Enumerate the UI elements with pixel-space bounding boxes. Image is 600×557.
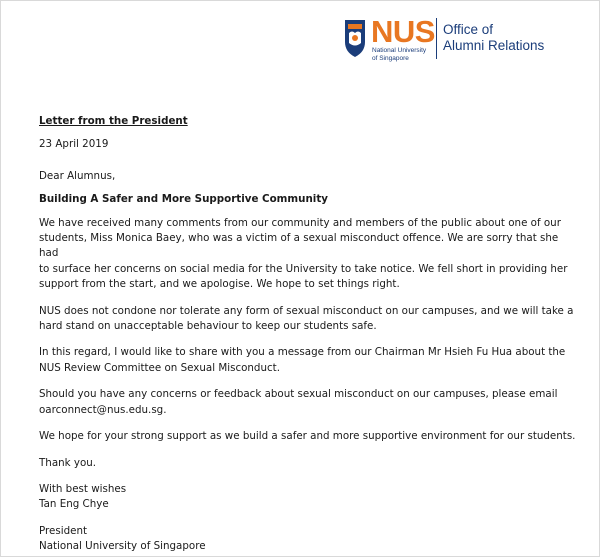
thank-you: Thank you. — [39, 456, 97, 469]
office-name-line1: Office of — [443, 22, 494, 37]
logo-divider — [436, 18, 437, 59]
signatory-name: Tan Eng Chye — [39, 498, 109, 511]
office-name — [443, 22, 544, 54]
paragraph-line: to surface her concerns on social media for the University to take notice. We fell short in providing her — [39, 262, 568, 275]
paragraph-line: NUS Review Committee on Sexual Misconduct. — [39, 361, 280, 374]
paragraph-line: NUS does not condone nor tolerate any form of sexual misconduct on our campuses, and we will take a — [39, 304, 574, 317]
closing: With best wishes — [39, 482, 127, 495]
paragraph-4 — [39, 387, 579, 418]
nus-oar-logo — [344, 16, 589, 66]
paragraph-line: hard stand on unacceptable behaviour to keep our students safe. — [39, 320, 377, 333]
paragraph-line: In this regard, I would like to share with you a message from our Chairman Mr Hsieh Fu Hua about the — [39, 346, 566, 359]
paragraph-5: We hope for your strong support as we build a safer and more supportive environment for our students. — [39, 430, 576, 443]
paragraph-line: students, Miss Monica Baey, who was a victim of a sexual misconduct offence. We are sorry that she had — [39, 232, 559, 260]
paragraph-2 — [39, 304, 579, 335]
signatory-institution: National University of Singapore — [39, 540, 206, 553]
salutation: Dear Alumnus, — [39, 169, 116, 182]
nus-logo-subtitle: National University of Singapore — [372, 47, 427, 62]
paragraph-line: We have received many comments from our community and members of the public about one of our — [39, 216, 561, 229]
nus-crest-icon — [344, 18, 366, 58]
email-link[interactable]: oarconnect@nus.edu.sg. — [39, 403, 167, 416]
office-name-line2: Alumni Relations — [443, 38, 545, 53]
letter-subject: Building A Safer and More Supportive Community — [39, 193, 328, 206]
signatory-position: President — [39, 524, 88, 537]
letter-date: 23 April 2019 — [39, 138, 109, 151]
letter-body — [39, 114, 579, 555]
nus-logo-text: NUS — [371, 14, 435, 49]
paragraph-1 — [39, 216, 579, 293]
paragraph-line: Should you have any concerns or feedback about sexual misconduct on our campuses, please email — [39, 388, 558, 401]
letter-title-link[interactable]: Letter from the President — [39, 115, 188, 127]
paragraph-3 — [39, 345, 579, 376]
paragraph-line: support from the start, and we apologise. We hope to set things right. — [39, 278, 400, 291]
